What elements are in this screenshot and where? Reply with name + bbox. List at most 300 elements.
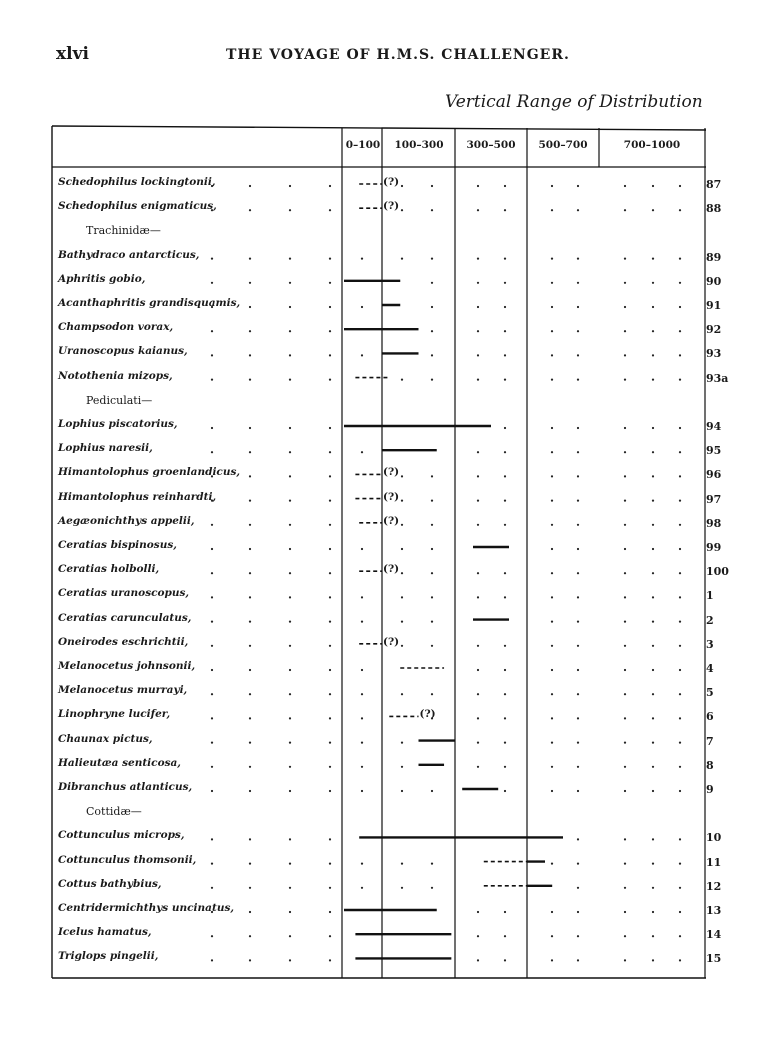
- leader-dot: [249, 306, 251, 308]
- species-name: Schedophilus enigmaticus,: [58, 200, 217, 213]
- leader-dot: [679, 306, 681, 308]
- leader-dot: [652, 742, 654, 744]
- leader-dot: [504, 354, 506, 356]
- leader-dot: [551, 572, 553, 574]
- leader-dot: [211, 838, 213, 840]
- species-name: Aegæonichthys appelii,: [58, 514, 195, 527]
- leader-dot: [652, 379, 654, 381]
- leader-dot: [551, 548, 553, 550]
- species-number: 95: [706, 444, 722, 458]
- species-number: 14: [706, 928, 722, 942]
- species-number: 10: [706, 831, 722, 845]
- leader-dot: [504, 282, 506, 284]
- species-number: 90: [706, 274, 722, 288]
- species-number: 1: [706, 589, 714, 603]
- leader-dot: [401, 572, 403, 574]
- leader-dot: [652, 282, 654, 284]
- leader-dot: [624, 959, 626, 961]
- leader-dot: [577, 935, 579, 937]
- species-number: 96: [706, 468, 722, 482]
- leader-dot: [361, 451, 363, 453]
- leader-dot: [477, 475, 479, 477]
- leader-dot: [289, 693, 291, 695]
- leader-dot: [249, 838, 251, 840]
- leader-dot: [289, 209, 291, 211]
- leader-dot: [477, 959, 479, 961]
- leader-dot: [679, 379, 681, 381]
- leader-dot: [289, 427, 291, 429]
- leader-dot: [329, 935, 331, 937]
- leader-dot: [652, 717, 654, 719]
- leader-dot: [577, 548, 579, 550]
- leader-dot: [401, 742, 403, 744]
- leader-dot: [504, 596, 506, 598]
- column-header: 500–700: [538, 139, 588, 151]
- species-name: Ceratias holbolli,: [58, 563, 160, 576]
- leader-dot: [431, 524, 433, 526]
- leader-dot: [504, 645, 506, 647]
- leader-dot: [504, 427, 506, 429]
- leader-dot: [361, 693, 363, 695]
- leader-dot: [679, 330, 681, 332]
- leader-dot: [289, 572, 291, 574]
- leader-dot: [289, 790, 291, 792]
- leader-dot: [289, 935, 291, 937]
- leader-dot: [652, 863, 654, 865]
- species-number: 99: [706, 541, 722, 554]
- species-number: 11: [706, 855, 722, 869]
- leader-dot: [329, 451, 331, 453]
- leader-dot: [477, 911, 479, 913]
- leader-dot: [679, 596, 681, 598]
- leader-dot: [551, 209, 553, 211]
- uncertainty-mark: (?): [383, 466, 400, 479]
- uncertainty-mark: (?): [383, 563, 400, 576]
- leader-dot: [679, 838, 681, 840]
- leader-dot: [679, 935, 681, 937]
- leader-dot: [329, 669, 331, 671]
- leader-dot: [624, 645, 626, 647]
- leader-dot: [329, 209, 331, 211]
- leader-dot: [551, 693, 553, 695]
- leader-dot: [577, 911, 579, 913]
- leader-dot: [477, 330, 479, 332]
- species-number: 93a: [706, 371, 729, 385]
- leader-dot: [551, 621, 553, 623]
- leader-dot: [329, 645, 331, 647]
- leader-dot: [249, 742, 251, 744]
- leader-dot: [249, 766, 251, 768]
- leader-dot: [249, 330, 251, 332]
- leader-dot: [624, 935, 626, 937]
- leader-dot: [401, 693, 403, 695]
- species-number: 4: [706, 662, 714, 675]
- species-name: Icelus hamatus,: [58, 926, 152, 939]
- leader-dot: [249, 959, 251, 961]
- leader-dot: [289, 959, 291, 961]
- leader-dot: [679, 669, 681, 671]
- leader-dot: [624, 863, 626, 865]
- leader-dot: [401, 548, 403, 550]
- leader-dot: [361, 306, 363, 308]
- leader-dot: [624, 524, 626, 526]
- family-heading: Pediculati—: [86, 393, 153, 407]
- leader-dot: [577, 959, 579, 961]
- uncertainty-mark: (?): [383, 200, 400, 213]
- species-name: Cottus bathybius,: [58, 877, 162, 890]
- leader-dot: [477, 572, 479, 574]
- species-number: 93: [706, 347, 722, 361]
- species-name: Acanthaphritis grandisquamis,: [58, 297, 241, 309]
- leader-dot: [577, 427, 579, 429]
- leader-dot: [652, 306, 654, 308]
- leader-dot: [679, 427, 681, 429]
- leader-dot: [477, 935, 479, 937]
- leader-dot: [577, 717, 579, 719]
- leader-dot: [361, 621, 363, 623]
- species-number: 12: [706, 879, 722, 893]
- leader-dot: [551, 330, 553, 332]
- leader-dot: [652, 645, 654, 647]
- species-name: Triglops pingelii,: [58, 950, 159, 963]
- leader-dot: [211, 548, 213, 550]
- uncertainty-mark: (?): [419, 708, 436, 721]
- leader-dot: [361, 790, 363, 792]
- leader-dot: [211, 693, 213, 695]
- leader-dot: [577, 209, 579, 211]
- leader-dot: [551, 717, 553, 719]
- leader-dot: [624, 887, 626, 889]
- leader-dot: [401, 863, 403, 865]
- leader-dot: [652, 475, 654, 477]
- leader-dot: [401, 475, 403, 477]
- leader-dot: [551, 500, 553, 502]
- leader-dot: [624, 282, 626, 284]
- species-name: Bathydraco antarcticus,: [58, 248, 200, 261]
- leader-dot: [477, 742, 479, 744]
- leader-dot: [211, 766, 213, 768]
- leader-dot: [679, 621, 681, 623]
- leader-dot: [329, 379, 331, 381]
- leader-dot: [361, 717, 363, 719]
- leader-dot: [504, 379, 506, 381]
- leader-dot: [249, 621, 251, 623]
- species-number: 2: [706, 613, 714, 627]
- leader-dot: [431, 863, 433, 865]
- leader-dot: [551, 282, 553, 284]
- leader-dot: [289, 742, 291, 744]
- leader-dot: [249, 717, 251, 719]
- leader-dot: [477, 596, 479, 598]
- leader-dot: [211, 379, 213, 381]
- leader-dot: [551, 863, 553, 865]
- leader-dot: [652, 524, 654, 526]
- species-name: Centridermichthys uncinatus,: [58, 902, 235, 914]
- leader-dot: [477, 209, 479, 211]
- leader-dot: [577, 379, 579, 381]
- leader-dot: [504, 669, 506, 671]
- leader-dot: [477, 451, 479, 453]
- leader-dot: [289, 379, 291, 381]
- leader-dot: [249, 500, 251, 502]
- leader-dot: [401, 185, 403, 187]
- leader-dot: [401, 500, 403, 502]
- leader-dot: [249, 935, 251, 937]
- leader-dot: [249, 790, 251, 792]
- leader-dot: [477, 669, 479, 671]
- leader-dot: [652, 572, 654, 574]
- leader-dot: [504, 693, 506, 695]
- leader-dot: [652, 451, 654, 453]
- leader-dot: [504, 790, 506, 792]
- leader-dot: [652, 500, 654, 502]
- species-number: 13: [706, 904, 722, 917]
- leader-dot: [624, 209, 626, 211]
- species-number: 91: [706, 299, 722, 312]
- leader-dot: [577, 306, 579, 308]
- leader-dot: [329, 500, 331, 502]
- leader-dot: [289, 258, 291, 260]
- leader-dot: [679, 959, 681, 961]
- leader-dot: [477, 306, 479, 308]
- leader-dot: [652, 185, 654, 187]
- species-name: Halieutæa senticosa,: [58, 756, 181, 769]
- leader-dot: [624, 548, 626, 550]
- species-name: Lophius naresii,: [58, 442, 153, 455]
- leader-dot: [679, 693, 681, 695]
- species-number: 98: [706, 516, 722, 530]
- leader-dot: [679, 548, 681, 550]
- leader-dot: [679, 258, 681, 260]
- leader-dot: [361, 354, 363, 356]
- leader-dot: [249, 669, 251, 671]
- leader-dot: [211, 621, 213, 623]
- leader-dot: [431, 572, 433, 574]
- uncertainty-mark: (?): [383, 514, 400, 527]
- leader-dot: [211, 790, 213, 792]
- leader-dot: [289, 911, 291, 913]
- leader-dot: [289, 354, 291, 356]
- leader-dot: [577, 258, 579, 260]
- leader-dot: [551, 911, 553, 913]
- leader-dot: [652, 209, 654, 211]
- uncertainty-mark: (?): [383, 635, 400, 648]
- column-header: 300–500: [466, 139, 516, 151]
- leader-dot: [329, 354, 331, 356]
- species-number: 89: [706, 250, 722, 264]
- leader-dot: [329, 330, 331, 332]
- leader-dot: [289, 282, 291, 284]
- leader-dot: [329, 306, 331, 308]
- leader-dot: [679, 354, 681, 356]
- leader-dot: [551, 669, 553, 671]
- species-number: 9: [706, 783, 714, 796]
- leader-dot: [289, 669, 291, 671]
- species-name: Chaunax pictus,: [58, 732, 153, 745]
- leader-dot: [431, 475, 433, 477]
- leader-dot: [329, 693, 331, 695]
- species-number: 6: [706, 710, 714, 724]
- leader-dot: [477, 645, 479, 647]
- leader-dot: [249, 693, 251, 695]
- leader-dot: [329, 621, 331, 623]
- leader-dot: [329, 766, 331, 768]
- species-number: 100: [706, 565, 729, 579]
- leader-dot: [504, 766, 506, 768]
- leader-dot: [329, 548, 331, 550]
- species-name: Ceratias uranoscopus,: [58, 587, 190, 600]
- leader-dot: [211, 669, 213, 671]
- leader-dot: [211, 354, 213, 356]
- leader-dot: [551, 451, 553, 453]
- leader-dot: [477, 258, 479, 260]
- leader-dot: [551, 959, 553, 961]
- leader-dot: [249, 524, 251, 526]
- leader-dot: [504, 524, 506, 526]
- leader-dot: [401, 887, 403, 889]
- column-header: 0–100: [345, 139, 381, 151]
- running-title: THE VOYAGE OF H.M.S. CHALLENGER.: [226, 47, 570, 63]
- leader-dot: [504, 959, 506, 961]
- leader-dot: [551, 185, 553, 187]
- leader-dot: [679, 209, 681, 211]
- leader-dot: [249, 572, 251, 574]
- leader-dot: [624, 330, 626, 332]
- leader-dot: [431, 790, 433, 792]
- species-number: 8: [706, 758, 714, 772]
- leader-dot: [577, 693, 579, 695]
- species-name: Cottunculus microps,: [58, 829, 185, 842]
- column-header: 100–300: [394, 139, 444, 151]
- leader-dot: [401, 524, 403, 526]
- leader-dot: [431, 306, 433, 308]
- leader-dot: [577, 354, 579, 356]
- leader-dot: [624, 306, 626, 308]
- leader-dot: [211, 572, 213, 574]
- leader-dot: [577, 742, 579, 744]
- species-name: Champsodon vorax,: [58, 321, 174, 334]
- leader-dot: [679, 887, 681, 889]
- species-name: Aphritis gobio,: [58, 272, 146, 285]
- leader-dot: [329, 427, 331, 429]
- uncertainty-mark: (?): [383, 176, 400, 188]
- leader-dot: [624, 572, 626, 574]
- leader-dot: [577, 621, 579, 623]
- leader-dot: [431, 330, 433, 332]
- leader-dot: [249, 354, 251, 356]
- uncertainty-mark: (?): [383, 490, 400, 503]
- leader-dot: [289, 621, 291, 623]
- leader-dot: [577, 500, 579, 502]
- leader-dot: [551, 935, 553, 937]
- leader-dot: [431, 596, 433, 598]
- leader-dot: [401, 596, 403, 598]
- leader-dot: [551, 354, 553, 356]
- leader-dot: [477, 282, 479, 284]
- leader-dot: [679, 645, 681, 647]
- leader-dot: [211, 282, 213, 284]
- leader-dot: [504, 306, 506, 308]
- leader-dot: [477, 354, 479, 356]
- leader-dot: [652, 959, 654, 961]
- leader-dot: [431, 621, 433, 623]
- leader-dot: [329, 572, 331, 574]
- leader-dot: [211, 717, 213, 719]
- species-name: Ceratias bispinosus,: [58, 539, 177, 551]
- leader-dot: [249, 379, 251, 381]
- leader-dot: [329, 258, 331, 260]
- leader-dot: [401, 258, 403, 260]
- leader-dot: [249, 209, 251, 211]
- leader-dot: [431, 258, 433, 260]
- leader-dot: [652, 258, 654, 260]
- leader-dot: [289, 887, 291, 889]
- leader-dot: [551, 645, 553, 647]
- leader-dot: [577, 838, 579, 840]
- leader-dot: [504, 742, 506, 744]
- species-number: 5: [706, 686, 714, 700]
- leader-dot: [211, 596, 213, 598]
- leader-dot: [401, 790, 403, 792]
- leader-dot: [551, 742, 553, 744]
- leader-dot: [652, 790, 654, 792]
- leader-dot: [211, 863, 213, 865]
- leader-dot: [652, 669, 654, 671]
- leader-dot: [361, 742, 363, 744]
- leader-dot: [477, 500, 479, 502]
- leader-dot: [577, 475, 579, 477]
- leader-dot: [624, 717, 626, 719]
- leader-dot: [504, 500, 506, 502]
- leader-dot: [624, 451, 626, 453]
- species-number: 3: [706, 637, 714, 651]
- leader-dot: [624, 838, 626, 840]
- species-name: Melanocetus johnsonii,: [58, 660, 196, 672]
- species-name: Himantolophus groenlandicus,: [58, 466, 241, 479]
- leader-dot: [249, 887, 251, 889]
- leader-dot: [679, 863, 681, 865]
- leader-dot: [249, 451, 251, 453]
- leader-dot: [679, 451, 681, 453]
- leader-dot: [401, 645, 403, 647]
- leader-dot: [624, 742, 626, 744]
- leader-dot: [477, 524, 479, 526]
- page-number: xlvi: [56, 44, 89, 64]
- leader-dot: [211, 935, 213, 937]
- leader-dot: [289, 330, 291, 332]
- leader-dot: [211, 645, 213, 647]
- leader-dot: [551, 306, 553, 308]
- leader-dot: [652, 766, 654, 768]
- leader-dot: [577, 863, 579, 865]
- leader-dot: [504, 330, 506, 332]
- leader-dot: [679, 911, 681, 913]
- leader-dot: [329, 717, 331, 719]
- leader-dot: [577, 524, 579, 526]
- leader-dot: [577, 766, 579, 768]
- leader-dot: [249, 863, 251, 865]
- leader-dot: [249, 282, 251, 284]
- leader-dot: [624, 354, 626, 356]
- leader-dot: [679, 524, 681, 526]
- leader-dot: [289, 524, 291, 526]
- leader-dot: [211, 258, 213, 260]
- leader-dot: [477, 379, 479, 381]
- leader-dot: [679, 500, 681, 502]
- leader-dot: [504, 572, 506, 574]
- table-top-border: [52, 126, 706, 130]
- leader-dot: [551, 790, 553, 792]
